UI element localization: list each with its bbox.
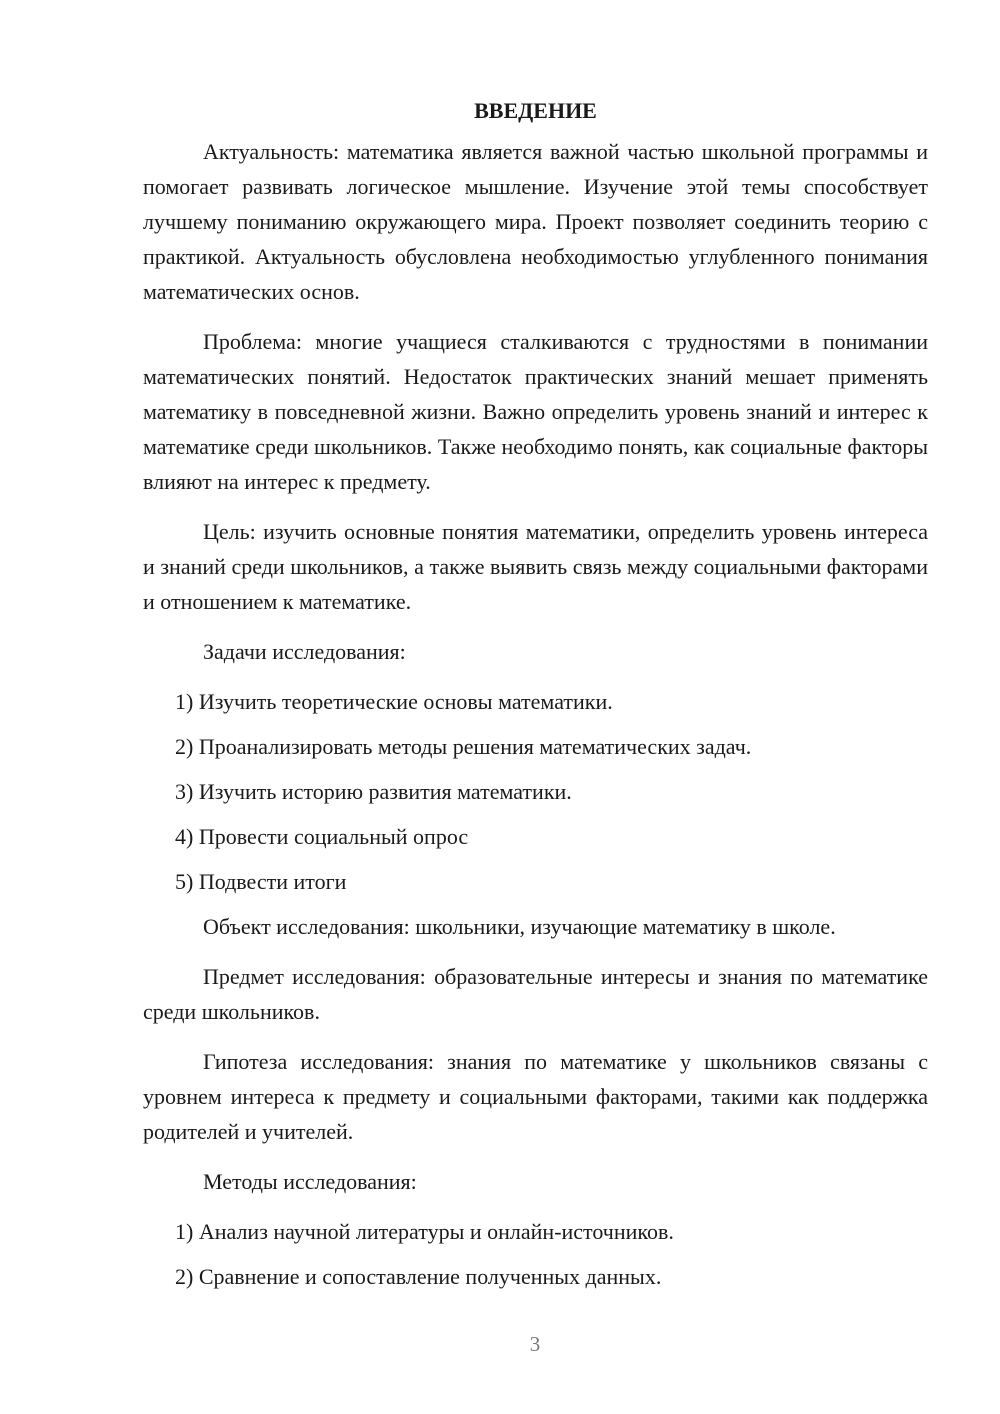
section-title: ВВЕДЕНИЕ: [474, 98, 597, 123]
object-paragraph: Объект исследования: школьники, изучающие математику в школе.: [203, 914, 836, 939]
hypothesis-paragraph: Гипотеза исследования: знания по математике у школьников связаны с уровнем интереса к предмету и социальными факторами, такими как поддержка родителей и учителей.: [143, 1049, 928, 1144]
relevance-paragraph: Актуальность: математика является важной частью школьной программы и помогает развивать логическое мышление. Изучение этой темы способствует лучшему пониманию окружающего мира. Проект позволяет соединить теорию с практикой. Актуальность обусловлена необходимостью углубленного понимания математических основ.: [143, 139, 928, 304]
problem-paragraph: Проблема: многие учащиеся сталкиваются с трудностями в понимании математических понятий. Недостаток практических знаний мешает применять математику в повседневной жизни. Важно определить уровень знаний и интерес к математике среди школьников. Также необходимо понять, как социальные факторы влияют на интерес к предмету.: [143, 329, 928, 494]
methods-heading: Методы исследования:: [203, 1169, 417, 1194]
task-item: 1) Изучить теоретические основы математики.: [175, 689, 613, 714]
page-number: 3: [529, 1332, 541, 1356]
subject-paragraph: Предмет исследования: образовательные интересы и знания по математике среди школьников.: [143, 964, 928, 1024]
task-item: 5) Подвести итоги: [175, 869, 347, 894]
method-item: 2) Сравнение и сопоставление полученных данных.: [175, 1264, 662, 1289]
tasks-list: [143, 684, 928, 899]
task-item: 2) Проанализировать методы решения математических задач.: [175, 734, 752, 759]
task-item: 3) Изучить историю развития математики.: [175, 779, 572, 804]
tasks-heading: Задачи исследования:: [203, 639, 406, 664]
page-content: [143, 94, 928, 1304]
goal-paragraph: Цель: изучить основные понятия математики, определить уровень интереса и знаний среди школьников, а также выявить связь между социальными факторами и отношением к математике.: [143, 519, 928, 614]
methods-list: [143, 1214, 928, 1294]
task-item: 4) Провести социальный опрос: [175, 824, 469, 849]
method-item: 1) Анализ научной литературы и онлайн-источников.: [175, 1219, 674, 1244]
